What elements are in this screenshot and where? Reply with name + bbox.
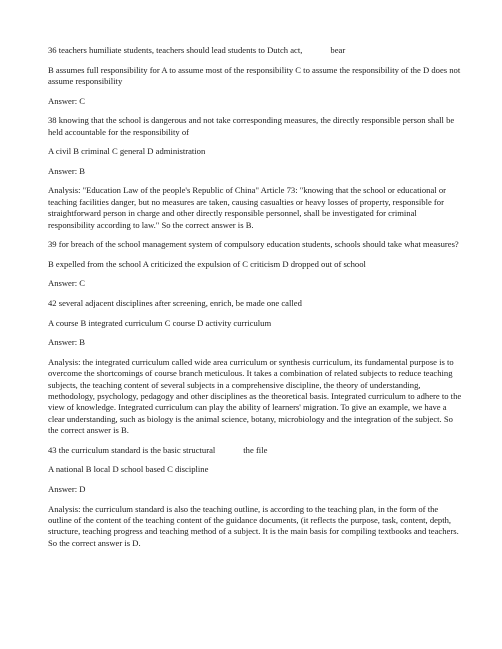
question-36-answer: Answer: C xyxy=(48,95,85,106)
question-36-tail: bear xyxy=(330,45,346,55)
question-42-answer: Answer: B xyxy=(48,337,85,348)
question-42-analysis: Analysis: the integrated curriculum called wide area curriculum or synthesis curriculum, its fundamental purpose is to overcome the shortcomings of course branch meticulous. It takes a combination of related subjects to reduce teaching subjects, the teaching content of several subjects in a comprehensive discipline, the theory of understanding, methodology, psychology, pedagogy and other disciplines as the theoretical basis. Integrated curriculum to adhere to the view of knowledge. Integrated curriculum can play the ability of learners' migration. To give an example, we have a clear understanding, such as biology is the animal science, botany, microbiology and the integration of the subject. So the correct answer is B. xyxy=(48,356,462,436)
document-body xyxy=(48,45,462,557)
question-43 xyxy=(48,445,462,456)
question-39-options: B expelled from the school A criticized the expulsion of C criticism D dropped out of school xyxy=(48,258,366,269)
question-38-answer: Answer: B xyxy=(48,165,85,176)
question-43-analysis: Analysis: the curriculum standard is also the teaching outline, is according to the teaching plan, in the form of the outline of the content of the teaching content of the guidance documents, (it reflects the purpose, task, content, depth, structure, teaching progress and teaching method of a subject. It is the main basis for compiling textbooks and teachers. So the correct answer is D. xyxy=(48,503,459,548)
question-43-options: A national B local D school based C discipline xyxy=(48,464,209,475)
question-38-analysis: Analysis: "Education Law of the people's Republic of China" Article 73: "knowing that the school or educational or teaching facilities danger, but no measures are taken, causing casualties or heavy losses of property, responsible for straightforward person in charge and other directly responsible personnel, shall be investigated for criminal responsibility according to law." So the correct answer is B. xyxy=(48,185,446,230)
question-42-options: A course B integrated curriculum C course D activity curriculum xyxy=(48,317,272,328)
question-43-tail: the file xyxy=(243,444,268,455)
question-38-options: A civil B criminal C general D administration xyxy=(48,146,206,157)
question-36 xyxy=(48,45,462,56)
question-39: 39 for breach of the school management system of compulsory education students, schools should take what measures? xyxy=(48,239,459,250)
question-43-text: 43 the curriculum standard is the basic structural xyxy=(48,444,216,455)
question-36-options: B assumes full responsibility for A to assume most of the responsibility C to assume the responsibility of the D does not assume responsibility xyxy=(48,64,461,86)
question-36-text: 36 teachers humiliate students, teachers should lead students to Dutch act, xyxy=(48,45,303,55)
question-43-answer: Answer: D xyxy=(48,483,86,494)
question-38: 38 knowing that the school is dangerous and not take corresponding measures, the directly responsible person shall be held accountable for the responsibility of xyxy=(48,115,455,137)
question-42: 42 several adjacent disciplines after screening, enrich, be made one called xyxy=(48,297,302,308)
question-39-answer: Answer: C xyxy=(48,278,85,289)
